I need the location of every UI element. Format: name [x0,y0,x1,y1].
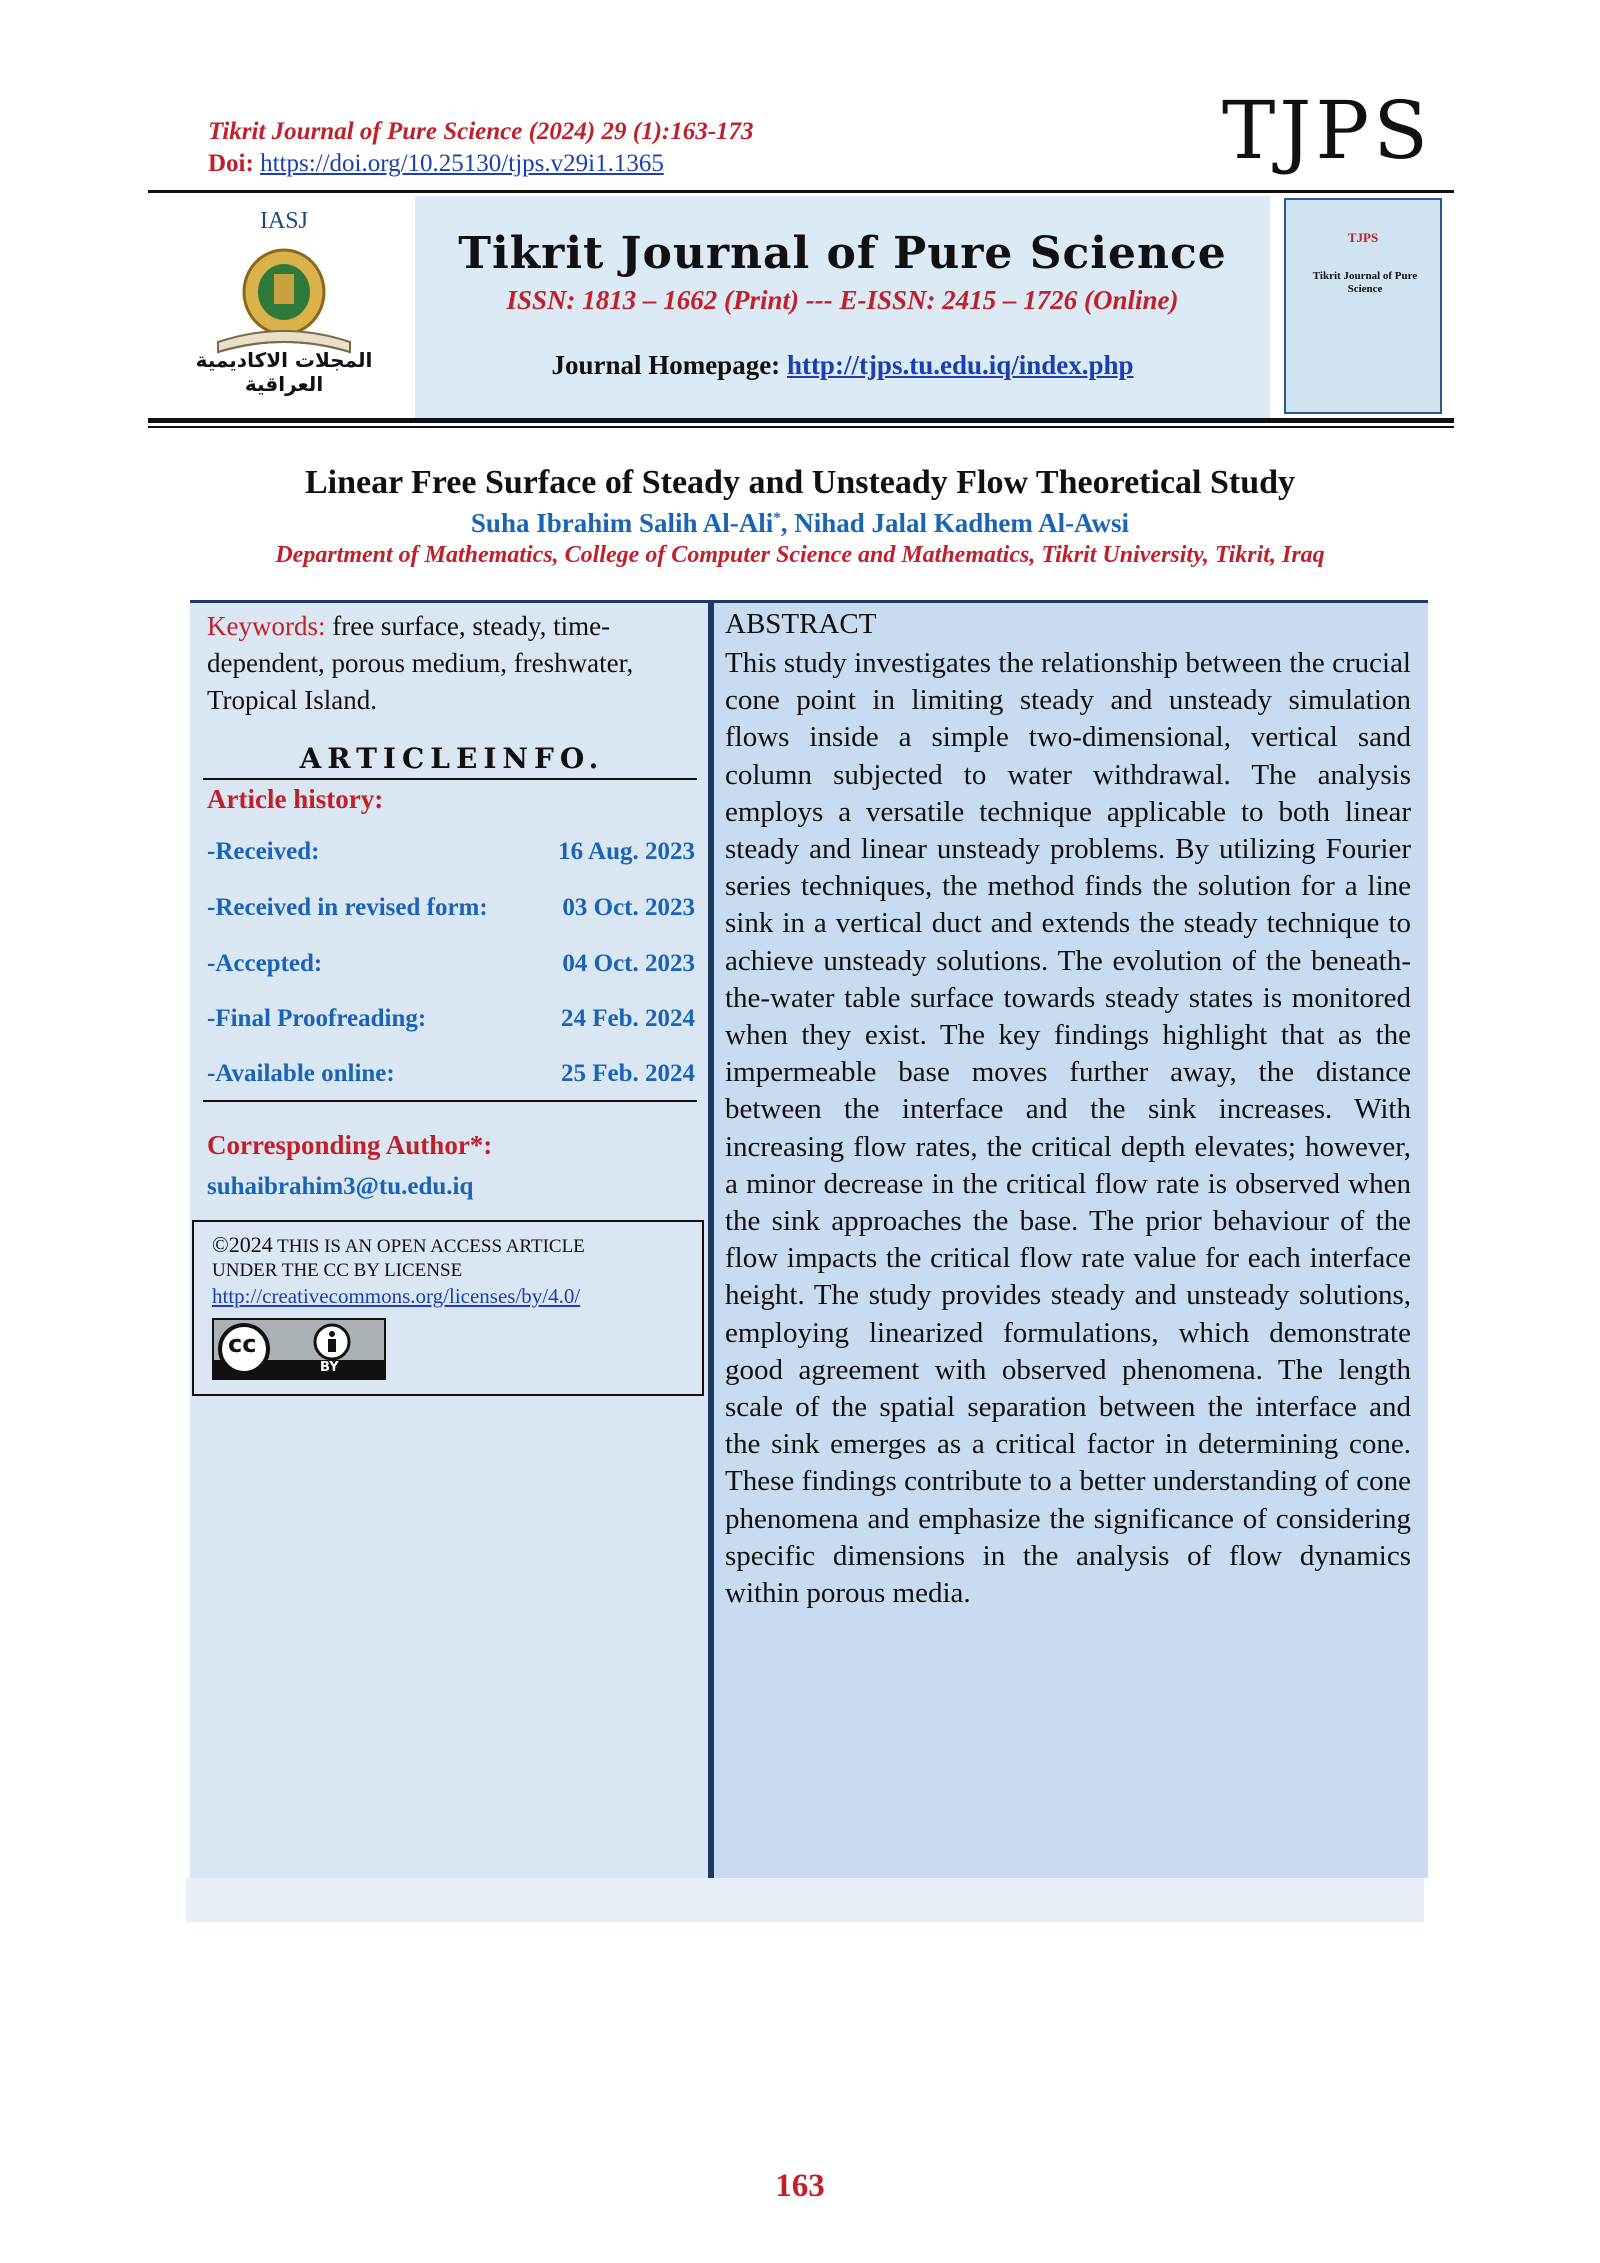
homepage-label: Journal Homepage: [551,350,781,380]
by-text: BY [320,1360,339,1375]
license-line-1 [212,1232,585,1258]
homepage-link[interactable]: http://tjps.tu.edu.iq/index.php [786,350,1134,380]
doi-label: Doi: [208,150,254,177]
paper-authors [0,508,1600,539]
license-text-1: THIS IS AN OPEN ACCESS ARTICLE [272,1236,585,1257]
iasj-logo [158,208,410,408]
journal-name: Tikrit Journal of Pure Science [458,228,1227,279]
cover-title: Tikrit Journal of Pure Science [1312,270,1418,295]
history-date: 04 Oct. 2023 [562,950,695,977]
history-label: -Final Proofreading: [207,1005,427,1032]
panel-top-rule [190,600,1428,603]
keywords-text: free surface, steady, time-dependent, porous medium, freshwater, Tropical Island. [207,611,634,715]
journal-citation: Tikrit Journal of Pure Science (2024) 29 (1):163-173 [208,118,754,145]
corresponding-author-label: Corresponding Author*: [207,1130,493,1160]
issn-line: ISSN: 1813 – 1662 (Print) --- E-ISSN: 2415 – 1726 (Online) [506,285,1179,315]
abstract-body: This study investigates the relationship between the crucial cone point in limiting steady and unsteady simulation flows inside a simple two-dimensional, vertical sand column subjected to water withdrawal. The analysis employs a versatile technique applicable to both linear steady and linear unsteady problems. By utilizing Fourier series techniques, the method finds the solution for a line sink in a vertical duct and extends the steady technique to achieve unsteady solutions. The evolution of the beneath-the-water table surface towards steady states is monitored when they exist. The key findings highlight that as the impermeable base moves further away, the distance between the interface and the sink increases. With increasing flow rates, the critical depth elevates; however, a minor decrease in the critical flow rate is observed when the sink approaches the base. The prior behaviour of the flow impacts the critical flow rate value for each interface height. The study provides steady and unsteady solutions, employing linearized formulations, which demonstrate good agreement with observed phenomena. The length scale of the spatial separation between the interface and the sink emerges as a critical factor in determining cone. These findings contribute to a better understanding of cone phenomena and emphasize the significance of considering specific dimensions in the analysis of flow dynamics within porous media. [725,647,1411,1610]
article-history-label: Article history: [207,784,384,814]
history-label: -Accepted: [207,950,323,977]
page-number: 163 [775,2168,825,2204]
license-box [192,1220,704,1396]
cover-mark: TJPS [1347,230,1379,245]
keywords [207,608,677,719]
history-label: -Received: [207,838,320,865]
history-label: -Available online: [207,1060,395,1087]
author-2: , Nihad Jalal Kadhem Al-Awsi [780,508,1130,538]
paper-title: Linear Free Surface of Steady and Unsteady Flow Theoretical Study [304,464,1296,501]
doi-line [208,150,664,178]
column-divider [708,600,714,1878]
abstract-heading: ABSTRACT [725,608,877,640]
article-info-heading: ARTICLEINFO. [299,742,605,775]
corresponding-mark: * [773,510,781,526]
cc-by-badge [212,1318,386,1380]
history-date: 25 Feb. 2024 [560,1060,695,1087]
history-date: 16 Aug. 2023 [558,838,695,865]
author-1: Suha Ibrahim Salih Al-Ali [470,508,774,538]
iasj-logo-label: IASJ [259,208,308,234]
article-info-rule [203,778,697,780]
history-date: 24 Feb. 2024 [560,1005,695,1032]
license-year: ©2024 [212,1232,273,1257]
homepage-line [415,350,1270,381]
cc-text: cc [228,1330,257,1358]
journal-mark: TJPS [1221,84,1432,177]
history-date: 03 Oct. 2023 [562,894,695,921]
license-line-2: UNDER THE CC BY LICENSE [212,1260,463,1281]
paper-affiliation: Department of Mathematics, College of Computer Science and Mathematics, Tikrit University, Tikrit, Iraq [275,542,1325,568]
header-bottom-rule-thin [148,426,1454,428]
iasj-arabic-label: المجلات الاكاديمية العراقية [195,348,373,396]
history-bottom-rule [203,1100,697,1102]
panel-footer-strip [186,1878,1424,1922]
header-top-rule [148,190,1454,193]
corresponding-author-email[interactable]: suhaibrahim3@tu.edu.iq [207,1173,474,1200]
journal-cover-thumbnail [1284,198,1442,414]
keywords-label: Keywords: [207,611,326,641]
doi-link[interactable]: https://doi.org/10.25130/tjps.v29i1.1365 [260,150,664,177]
license-link[interactable]: http://creativecommons.org/licenses/by/4.0/ [212,1284,581,1308]
header-bottom-rule [148,418,1454,423]
history-label: -Received in revised form: [207,894,488,921]
